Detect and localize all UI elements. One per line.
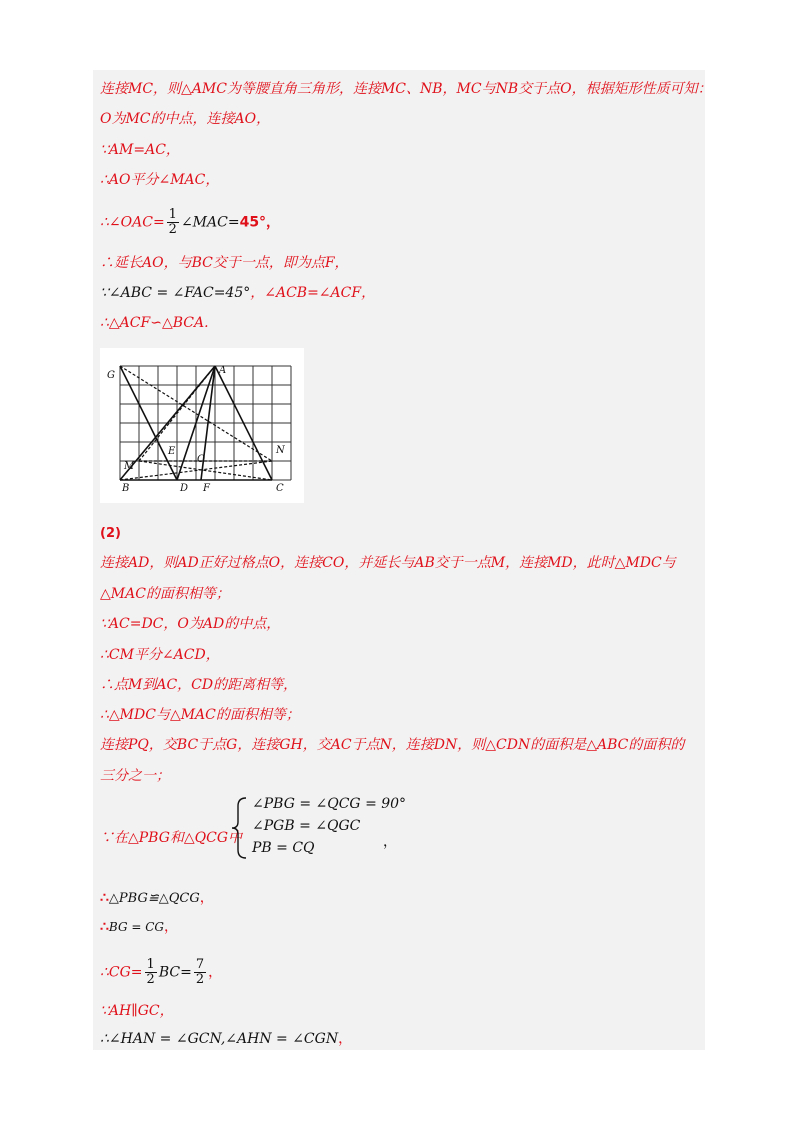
line-18-black: △PBG≌△QCG bbox=[108, 891, 200, 906]
line-7-black: ∵∠ABC = ∠FAC=45° bbox=[100, 285, 251, 301]
line-5-tail: 45°， bbox=[239, 214, 281, 231]
line-20-mid: BC= bbox=[158, 964, 192, 981]
brace-tail: ， bbox=[383, 834, 397, 850]
label-G: G bbox=[107, 370, 115, 381]
line-18 bbox=[100, 888, 214, 909]
condition-2: ∠PGB = ∠QGC bbox=[252, 818, 361, 834]
line-20 bbox=[100, 958, 222, 987]
line-15: 连接PQ，交BC于点G，连接GH，交AC于点N，连接DN，则△CDN的面积是△ABC的面积的 bbox=[100, 737, 685, 753]
label-B: B bbox=[122, 483, 130, 494]
condition-1: ∠PBG = ∠QCG = 90° bbox=[252, 796, 407, 812]
line-3: ∵AM=AC， bbox=[100, 142, 180, 158]
line-14: ∴△MDC与△MAC的面积相等； bbox=[100, 707, 300, 723]
grid-figure-svg bbox=[100, 348, 304, 503]
label-D: D bbox=[180, 483, 189, 494]
line-1: 连接MC，则△AMC为等腰直角三角形，连接MC、NB，MC与NB交于点O，根据矩形性质可知： bbox=[100, 81, 712, 97]
line-11: ∵AC=DC，O为AD的中点， bbox=[100, 616, 281, 632]
line-6: ∴延长AO，与BC交于一点，即为点F， bbox=[100, 255, 349, 271]
label-E: E bbox=[168, 446, 176, 457]
line-9: 连接AD，则AD正好过格点O，连接CO，并延长与AB交于一点M，连接MD，此时△MDC与 bbox=[100, 555, 676, 571]
line-13: ∴点M到AC，CD的距离相等， bbox=[100, 677, 298, 693]
line-2: O为MC的中点，连接AO， bbox=[100, 111, 271, 127]
line-22-black: ∴∠HAN = ∠GCN,∠AHN = ∠CGN bbox=[100, 1031, 339, 1047]
line-22 bbox=[100, 1029, 352, 1049]
line-7 bbox=[100, 283, 375, 303]
line-7-red: ，∠ACB=∠ACF， bbox=[250, 285, 376, 301]
line-22-red: ， bbox=[338, 1031, 353, 1047]
fraction-num-3: 7 bbox=[195, 957, 205, 972]
grid-lines bbox=[120, 366, 291, 480]
line-5-mid: ∠MAC= bbox=[180, 214, 240, 231]
condition-3: PB = CQ bbox=[252, 840, 315, 856]
line-16: 三分之一； bbox=[100, 768, 170, 784]
fraction-den-2: 2 bbox=[146, 972, 155, 987]
label-M: M bbox=[124, 461, 135, 472]
part-2-label: (2) bbox=[100, 526, 121, 541]
line-4: ∴AO平分∠MAC， bbox=[100, 172, 220, 188]
line-12: ∴CM平分∠ACD， bbox=[100, 647, 220, 663]
line-20-tail: ， bbox=[208, 964, 223, 981]
fraction-num-2: 1 bbox=[146, 957, 155, 972]
line-20-prefix: ∴CG= bbox=[100, 964, 143, 981]
fraction-num: 1 bbox=[168, 207, 177, 222]
fraction-den-3: 2 bbox=[195, 972, 205, 987]
left-brace-icon bbox=[230, 796, 250, 860]
line-19 bbox=[100, 917, 178, 937]
line-17: ∵在△PBG和△QCG中 bbox=[100, 830, 243, 846]
label-A: A bbox=[219, 365, 227, 376]
fraction-seven-halves bbox=[194, 958, 206, 987]
label-C: C bbox=[276, 483, 284, 494]
label-O: O bbox=[197, 454, 206, 465]
line-18-tail: ， bbox=[199, 890, 214, 906]
line-21: ∵AH∥GC， bbox=[100, 1003, 174, 1019]
fraction-half-2 bbox=[145, 958, 157, 987]
line-8: ∴△ACF∽△BCA. bbox=[100, 315, 209, 331]
line-10: △MAC的面积相等； bbox=[100, 586, 230, 602]
label-F: F bbox=[203, 483, 210, 494]
line-19-prefix: ∴ bbox=[100, 919, 109, 935]
fraction-den: 2 bbox=[168, 222, 177, 237]
line-5-prefix: ∴∠OAC= bbox=[100, 214, 165, 231]
line-19-black: BG = CG bbox=[108, 920, 164, 934]
line-5 bbox=[100, 208, 280, 237]
grid-figure bbox=[100, 348, 304, 503]
line-18-prefix: ∴ bbox=[100, 890, 109, 906]
congruence-conditions bbox=[230, 796, 407, 860]
fraction-half bbox=[167, 208, 179, 237]
label-N: N bbox=[276, 445, 285, 456]
line-19-tail: ， bbox=[164, 919, 178, 935]
